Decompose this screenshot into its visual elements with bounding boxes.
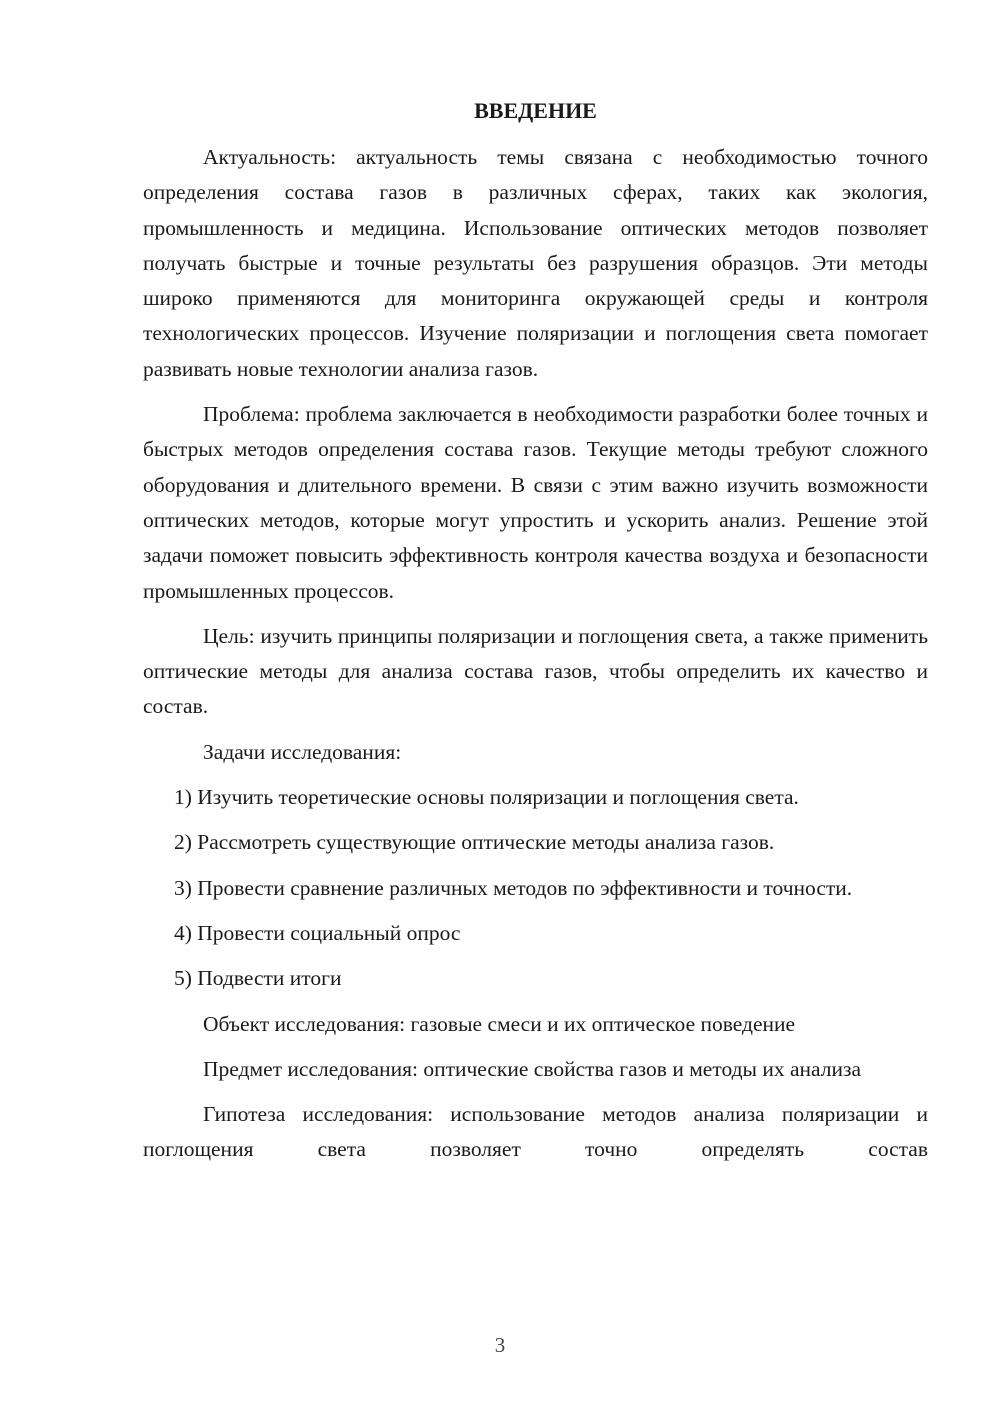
paragraph-object: Объект исследования: газовые смеси и их оптическое поведение: [203, 1011, 796, 1036]
task-item-1: 1) Изучить теоретические основы поляризации и поглощения света.: [174, 785, 799, 810]
task-item-5: 5) Подвести итоги: [174, 966, 342, 991]
paragraph-problem: Проблема: проблема заключается в необходимости разработки более точных и быстрых методов определения состава газов. Текущие методы требуют сложного оборудования и длительного времени. В связи с этим важно изучить возможности оптических методов, которые могут упростить и ускорить анализ. Решение этой задачи поможет повысить эффективность контроля качества воздуха и безопасности промышленных процессов.: [143, 402, 928, 603]
paragraph-relevance: Актуальность: актуальность темы связана с необходимостью точного определения состава газов в различных сферах, таких как экология, промышленность и медицина. Использование оптических методов позволяет получать быстрые и точные результаты без разрушения образцов. Эти методы широко применяются для мониторинга окружающей среды и контроля технологических процессов. Изучение поляризации и поглощения света помогает развивать новые технологии анализа газов.: [143, 145, 928, 381]
paragraph-goal: Цель: изучить принципы поляризации и поглощения света, а также применить оптические методы для анализа состава газов, чтобы определить их качество и состав.: [143, 623, 928, 719]
section-title: ВВЕДЕНИЕ: [474, 98, 597, 123]
paragraph-subject: Предмет исследования: оптические свойства газов и методы их анализа: [203, 1056, 862, 1081]
paragraph-tasks-heading: Задачи исследования:: [203, 739, 402, 764]
tasks-list: [143, 780, 928, 996]
task-item-4: 4) Провести социальный опрос: [174, 920, 461, 945]
document-page: [143, 93, 928, 1178]
task-item-3: 3) Провести сравнение различных методов по эффективности и точности.: [174, 875, 853, 900]
page-number: 3: [494, 1333, 506, 1357]
task-item-2: 2) Рассмотреть существующие оптические методы анализа газов.: [174, 830, 775, 855]
paragraph-hypothesis: Гипотеза исследования: использование методов анализа поляризации и поглощения света позволяет точно определять состав: [143, 1102, 928, 1162]
